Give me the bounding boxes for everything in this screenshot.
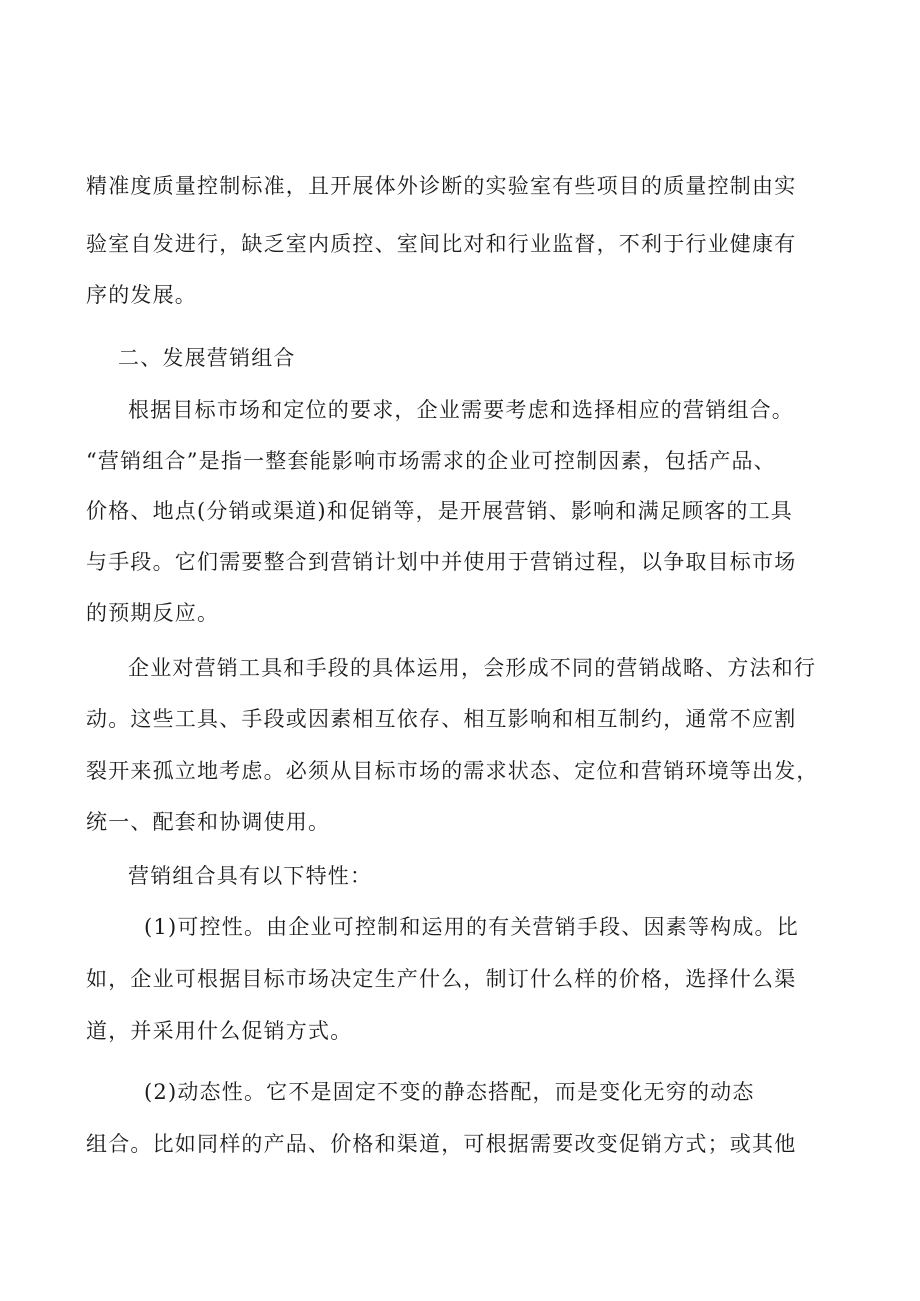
paragraph-line: 精准度质量控制标准，且开展体外诊断的实验室有些项目的质量控制由实 [86, 174, 797, 198]
paragraph-line: 统一、配套和协调使用。 [86, 810, 331, 834]
paragraph-line: 组合。比如同样的产品、价格和渠道，可根据需要改变促销方式；或其他 [86, 1132, 797, 1156]
paragraph-line: 与手段。它们需要整合到营销计划中并使用于营销过程，以争取目标市场 [86, 550, 797, 574]
paragraph-line: 动。这些工具、手段或因素相互依存、相互影响和相互制约，通常不应割 [86, 707, 797, 731]
list-item: (2)动态性。它不是固定不变的静态搭配，而是变化无穷的动态 [144, 1080, 755, 1104]
paragraph-line: 营销组合具有以下特性： [128, 864, 373, 888]
paragraph-line: 序的发展。 [86, 283, 197, 307]
section-heading: 二、发展营销组合 [118, 346, 296, 370]
paragraph-line: 裂开来孤立地考虑。必须从目标市场的需求状态、定位和营销环境等出发， [86, 759, 819, 783]
paragraph-line: 如，企业可根据目标市场决定生产什么，制订什么样的价格，选择什么渠 [86, 967, 797, 991]
paragraph-line: 根据目标市场和定位的要求，企业需要考虑和选择相应的营销组合。 [128, 398, 794, 422]
paragraph-line: 价格、地点(分销或渠道)和促销等，是开展营销、影响和满足顾客的工具 [86, 499, 793, 523]
paragraph-line: 验室自发进行，缺乏室内质控、室间比对和行业监督，不利于行业健康有 [86, 232, 797, 256]
paragraph-line: 企业对营销工具和手段的具体运用，会形成不同的营销战略、方法和行 [128, 656, 817, 680]
list-item: (1)可控性。由企业可控制和运用的有关营销手段、因素等构成。比 [144, 915, 799, 939]
paragraph-line: “营销组合”是指一整套能影响市场需求的企业可控制因素，包括产品、 [86, 449, 776, 473]
paragraph-line: 的预期反应。 [86, 601, 220, 625]
paragraph-line: 道，并采用什么促销方式。 [86, 1019, 353, 1043]
